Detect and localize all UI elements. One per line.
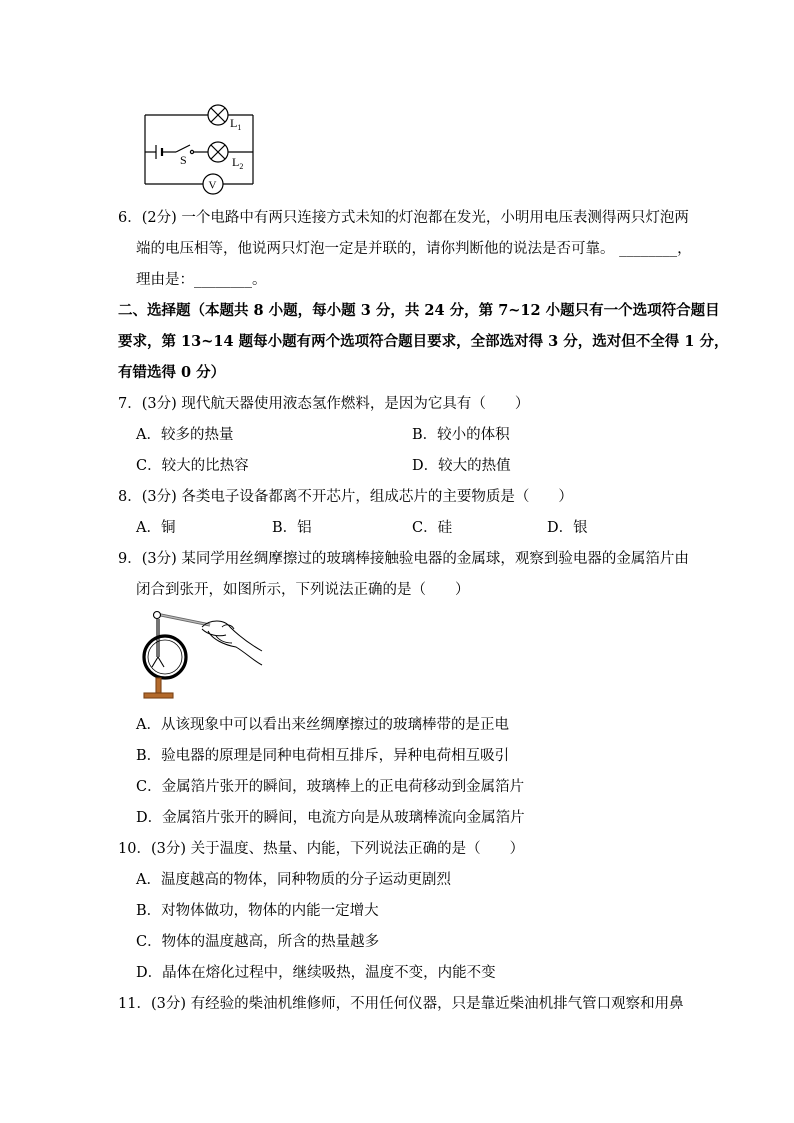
q10-stem: 10．(3分) 关于温度、热量、内能，下列说法正确的是（ ） [118,841,525,857]
q7-option-a: A．较多的热量 [136,427,234,443]
circuit-diagram [138,98,288,198]
q9-option-d: D．金属箔片张开的瞬间，电流方向是从玻璃棒流向金属箔片 [136,810,525,826]
q7-option-d: D．较大的热值 [412,458,511,474]
voltmeter-label: V [208,179,217,192]
section-2-heading-line-1: 二、选择题（本题共 8 小题，每小题 3 分，共 24 分，第 7~12 小题只有一个选项符合题目 [118,302,720,319]
q10-option-d: D．晶体在熔化过程中，继续吸热，温度不变，内能不变 [136,965,496,981]
l1-label: $L_1$ [230,116,242,132]
q7-option-b: B．较小的体积 [412,427,510,443]
q8-option-a: A．铜 [136,520,176,536]
q7-option-c: C．较大的比热容 [136,458,249,474]
q8-stem: 8．(3分) 各类电子设备都离不开芯片，组成芯片的主要物质是（ ） [118,489,573,505]
q6-line-3: 理由是：________。 [136,272,267,288]
q10-option-b: B．对物体做功，物体的内能一定增大 [136,903,379,919]
section-2-heading-line-2: 要求，第 13~14 题每小题有两个选项符合题目要求，全部选对得 3 分，选对但不全得 1 分， [118,333,729,350]
q9-option-b: B．验电器的原理是同种电荷相互排斥，异种电荷相互吸引 [136,748,510,764]
q6-line-1: 6．(2分) 一个电路中有两只连接方式未知的灯泡都在发光，小明用电压表测得两只灯泡两 [118,210,689,226]
q10-option-c: C．物体的温度越高，所含的热量越多 [136,934,380,950]
q8-option-d: D．银 [547,520,588,536]
switch-label: S [180,153,187,167]
q9-option-a: A．从该现象中可以看出来丝绸摩擦过的玻璃棒带的是正电 [136,717,509,733]
q9-option-c: C．金属箔片张开的瞬间，玻璃棒上的正电荷移动到金属箔片 [136,779,525,795]
q9-line-1: 9．(3分) 某同学用丝绸摩擦过的玻璃棒接触验电器的金属球，观察到验电器的金属箔片由 [118,551,689,567]
q6-line-2: 端的电压相等，他说两只灯泡一定是并联的，请你判断他的说法是否可靠。 ________， [136,241,692,257]
q10-option-a: A．温度越高的物体，同种物质的分子运动更剧烈 [136,872,451,888]
electroscope-figure [138,605,268,705]
q7-stem: 7．(3分) 现代航天器使用液态氢作燃料，是因为它具有（ ） [118,396,530,412]
q9-line-2: 闭合到张开，如图所示，下列说法正确的是（ ） [136,582,470,598]
q8-option-c: C．硅 [412,520,453,536]
q8-option-b: B．铝 [272,520,312,536]
l2-label: $L_2$ [232,155,244,171]
q11-line-1: 11．(3分) 有经验的柴油机维修师，不用任何仪器，只是靠近柴油机排气管口观察和用鼻 [118,996,684,1012]
section-2-heading-line-3: 有错选得 0 分） [118,364,226,381]
